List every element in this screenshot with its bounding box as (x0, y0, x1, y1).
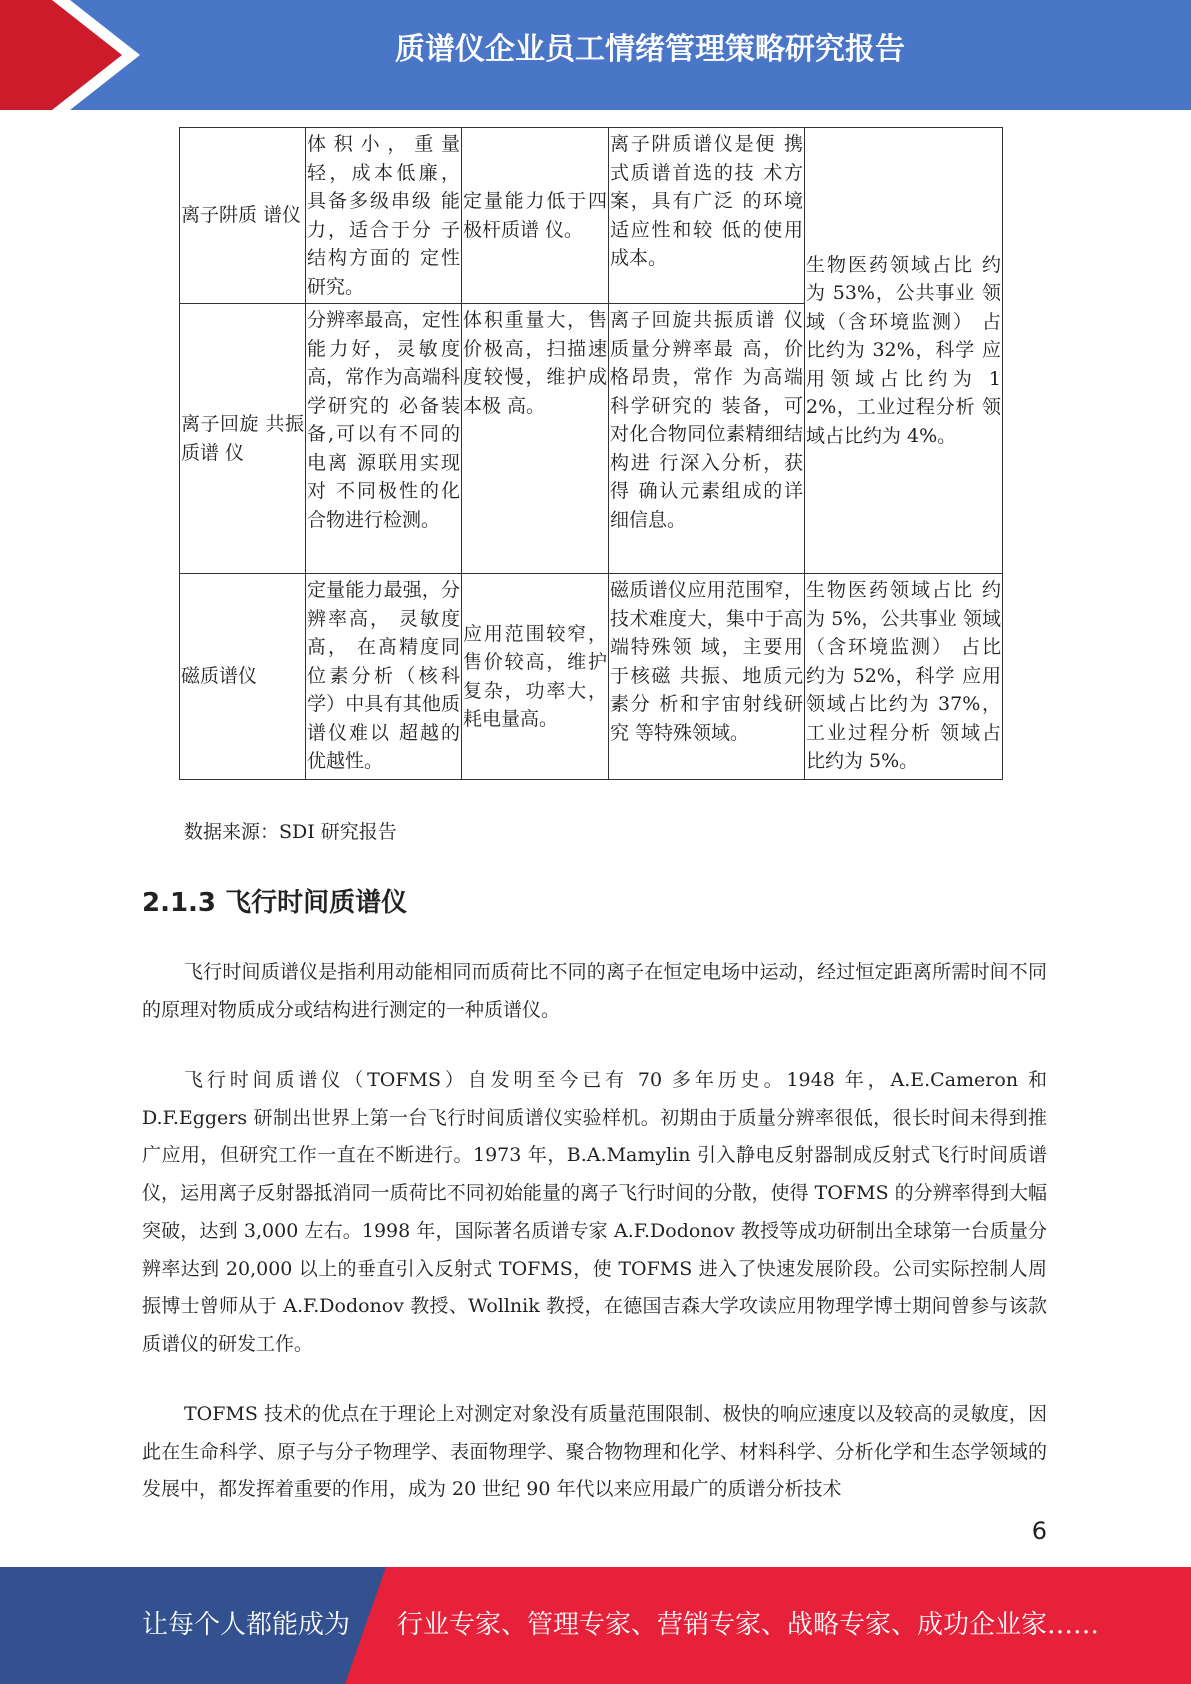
body-paragraph: TOFMS 技术的优点在于理论上对测定对象没有质量范围限制、极快的响应速度以及较高的灵敏度，因此在生命科学、原子与分子物理学、表面物理学、聚合物物理和化学、材料科学、分析化学和生态学领域的发展中，都发挥着重要的作用，成为 20 世纪 90 年代以来应用最广的质谱分析技术 (142, 1403, 1047, 1501)
table-cell-disadvantages: 定量能力低于四极杆质谱 仪。 (462, 128, 609, 304)
table-cell-advantages: 定量能力最强，分辨率高， 灵敏度髙， 在髙精度同位素分析（核科学）中具有其他质谱仪难以 超越的优越性。 (306, 574, 462, 780)
body-paragraph: 飞行时间质谱仪是指利用动能相同而质荷比不同的离子在恒定电场中运动，经过恒定距离所需时间不同的原理对物质成分或结构进行测定的一种质谱仪。 (142, 961, 1047, 1021)
table-cell-advantages: 分辨率最高，定性能力好，灵敏度高，常作为高端科学研究的 必备装备,可以有不同的电离 源联用实现对 不同极性的化 合物进行检测。 (306, 304, 462, 574)
page-header (0, 0, 1191, 110)
table-cell-application: 离子回旋共振质谱 仪质量分辨率最 高，价格昂贵，常作 为高端科学研究的 装备，可对化合物同位素精细结构进 行深入分析，获得 确认元素组成的详 细信息。 (609, 304, 805, 574)
data-source-note: 数据来源：SDI 研究报告 (184, 821, 397, 843)
table-cell-name: 离子阱质 谱仪 (180, 128, 306, 304)
header-title: 质谱仪企业员工情绪管理策略研究报告 (395, 32, 905, 67)
table-cell-disadvantages: 体积重量大，售价极高，扫描速度较慢，维护成本极 高。 (462, 304, 609, 574)
table-cell-disadvantages: 应用范围较窄，售价较高，维护复杂，功率大，耗电量高。 (462, 574, 609, 780)
table-cell-application: 磁质谱仪应用范围窄，技术难度大，集中于高端特殊领 域，主要用于核磁 共振、地质元素分 析和宇宙射线研究 等特殊领域。 (609, 574, 805, 780)
table-row (180, 128, 1003, 304)
table-cell-share: 生物医药领域占比 约为 53%，公共事业 领域（含环境监测） 占比约为 32%，科学 应用领域占比约为 12%，工业过程分析 领域占比约为 4%。 (805, 128, 1003, 574)
table-cell-name: 离子回旋 共振质谱 仪 (180, 304, 306, 574)
body-paragraph: 飞行时间质谱仪（TOFMS）自发明至今已有 70 多年历史。1948 年，A.E.Cameron 和 D.F.Eggers 研制出世界上第一台飞行时间质谱仪实验样机。初期由于质量分辨率很低，很长时间未得到推广应用，但研究工作一直在不断进行。1973 年，B.A.Mamylin 引入静电反射器制成反射式飞行时间质谱仪，运用离子反射器抵消同一质荷比不同初始能量的离子飞行时间的分散，使得 TOFMS 的分辨率得到大幅突破，达到 3,000 左右。1998 年，国际著名质谱专家 A.F.Dodonov 教授等成功研制出全球第一台质量分辨率达到 20,000 以上的垂直引入反射式 TOFMS，使 TOFMS 进入了快速发展阶段。公司实际控制人周振博士曾师从于 A.F.Dodonov 教授、Wollnik 教授，在德国吉森大学攻读应用物理学博士期间曾参与该款质谱仪的研发工作。 (142, 1069, 1047, 1355)
comparison-table (179, 127, 1003, 780)
page-number: 6 (1031, 1517, 1047, 1545)
header-chevron-icon (0, 0, 150, 110)
footer-slogan-right: 行业专家、管理专家、营销专家、战略专家、成功企业家…… (397, 1610, 1100, 1640)
table-cell-advantages: 体积小，重量 轻，成本低廉， 具备多级串级 能力，适合于分 子结构方面的 定性研究。 (306, 128, 462, 304)
table-cell-share: 生物医药领域占比 约为 5%，公共事业 领域（含环境监测） 占比约为 52%，科学 应用领域占比约为 37%，工业过程分析 领域占比约为 5%。 (805, 574, 1003, 780)
table-cell-application: 离子阱质谱仪是便 携式质谱首选的技 术方案，具有广泛 的环境适应性和较 低的使用成本。 (609, 128, 805, 304)
footer-slogan-left: 让每个人都能成为 (142, 1610, 351, 1640)
table-cell-name: 磁质谱仪 (180, 574, 306, 780)
table-row (180, 574, 1003, 780)
section-title: 2.1.3 飞行时间质谱仪 (142, 888, 408, 918)
